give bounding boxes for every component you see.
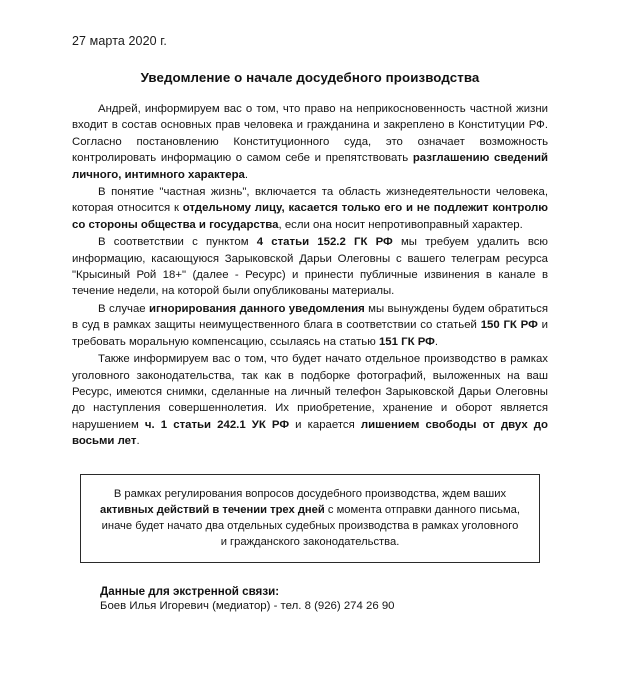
notice-box [80, 474, 540, 564]
emergency-contacts [62, 585, 558, 612]
page-title: Уведомление о начале досудебного производства [140, 70, 480, 85]
paragraph: Андрей, информируем вас о том, что право на неприкосновенность частной жизни входит в состав основных прав человека и гражданина и закреплено в Конституции РФ. Согласно постановлению Конституционного суда, это означает возможность контролировать информацию о самом себе и препятствовать разглашению сведений личного, интимного характера. [72, 103, 549, 181]
page-left-margin [0, 0, 18, 679]
paragraph: Также информируем вас о том, что будет начато отдельное производство в рамках уголовного законодательства, так как в подборке фотографий, выложенных на ваш Ресурс, имеются снимки, сделанные на личный телефон Зарыковской Дарьи Олеговны до наступления совершеннолетия. Их приобретение, хранение и оборот является нарушением ч. 1 статьи 242.1 УК РФ и карается лишением свободы от двух до восьми лет. [72, 353, 548, 448]
paragraph: В соответствии с пунктом 4 статьи 152.2 ГК РФ мы требуем удалить всю информацию, касающуюся Зарыковской Дарьи Олеговны с вашего телеграм ресурса "Крысиный Рой 18+" (далее - Ресурс) и принести публичные извинения в канале в течение недели, на которой были опубликованы материалы. [72, 236, 548, 298]
notice-box-text: В рамках регулирования вопросов досудебного производства, ждем ваших активных действий в течении трех дней с момента отправки данного письма, иначе будет начато два отдельных судебных производства в рамках уголовного и гражданского законодательства. [100, 487, 520, 549]
paragraph: В случае игнорирования данного уведомления мы вынуждены будем обратиться в суд в рамках защиты неимущественного блага в соответствии со статьей 150 ГК РФ и требовать моральную компенсацию, ссылаясь на статью 151 ГК РФ. [72, 302, 548, 348]
paragraph: В понятие "частная жизнь", включается та область жизнедеятельности человека, которая относится к отдельному лицу, касается только его и не подлежит контролю со стороны общества и государства, если она носит непротивоправный характер. [72, 186, 548, 231]
document-sheet [62, 22, 558, 612]
document-body [62, 101, 558, 450]
contacts-line: Боев Илья Игоревич (медиатор) - тел. 8 (926) 274 26 90 [100, 600, 395, 613]
document-date: 27 марта 2020 г. [72, 34, 167, 48]
contacts-title: Данные для экстренной связи: [100, 585, 280, 599]
